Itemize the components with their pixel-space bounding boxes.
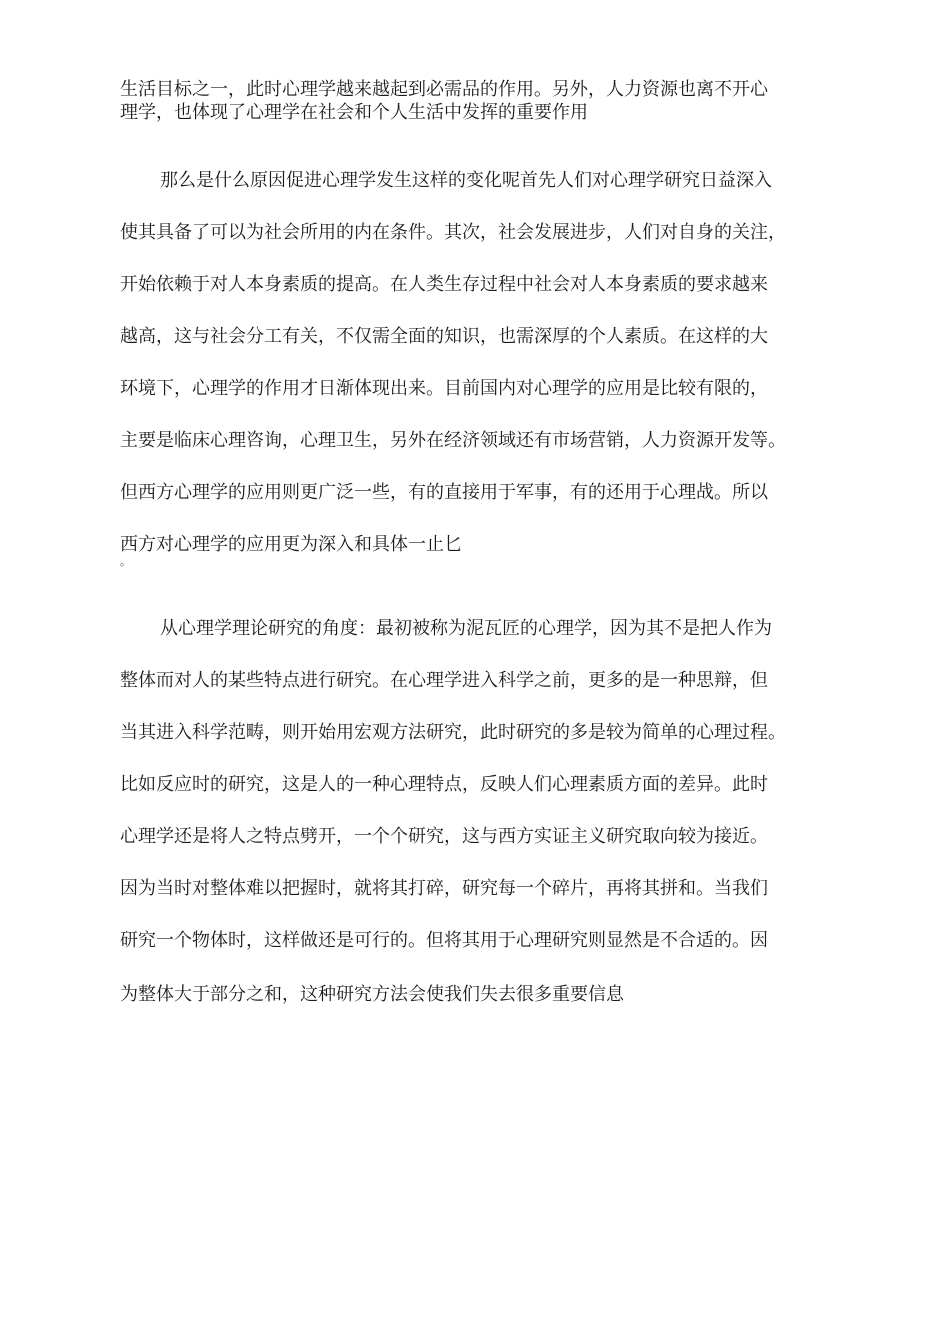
text-line: 理学，也体现了心理学在社会和个人生活中发挥的重要作用 <box>120 102 588 123</box>
text-line: 。 <box>120 555 131 568</box>
text-line: 研究一个物体时，这样做还是可行的。但将其用于心理研究则显然是不合适的。因 <box>120 930 768 951</box>
text-line: 那么是什么原因促进心理学发生这样的变化呢首先人们对心理学研究日益深入 <box>160 170 772 191</box>
text-line: 主要是临床心理咨询，心理卫生，另外在经济领域还有市场营销，人力资源开发等。 <box>120 430 786 451</box>
text-line: 为整体大于部分之和，这种研究方法会使我们失去很多重要信息 <box>120 984 624 1005</box>
text-line: 从心理学理论研究的角度：最初被称为泥瓦匠的心理学，因为其不是把人作为 <box>160 618 772 639</box>
text-line: 比如反应时的研究，这是人的一种心理特点，反映人们心理素质方面的差异。此时 <box>120 774 768 795</box>
text-line: 生活目标之一，此时心理学越来越起到必需品的作用。另外，人力资源也离不开心 <box>120 79 768 100</box>
text-line: 当其进入科学范畴，则开始用宏观方法研究，此时研究的多是较为简单的心理过程。 <box>120 722 786 743</box>
text-line: 西方对心理学的应用更为深入和具体一止匕 <box>120 534 462 555</box>
text-line: 心理学还是将人之特点劈开，一个个研究，这与西方实证主义研究取向较为接近。 <box>120 826 768 847</box>
text-line: 环境下，心理学的作用才日渐体现出来。目前国内对心理学的应用是比较有限的， <box>120 378 768 399</box>
text-line: 但西方心理学的应用则更广泛一些，有的直接用于军事，有的还用于心理战。所以 <box>120 482 768 503</box>
text-line: 越高，这与社会分工有关，不仅需全面的知识，也需深厚的个人素质。在这样的大 <box>120 326 768 347</box>
text-line: 使其具备了可以为社会所用的内在条件。其次，社会发展进步，人们对自身的关注， <box>120 222 786 243</box>
text-line: 整体而对人的某些特点进行研究。在心理学进入科学之前，更多的是一种思辩，但 <box>120 670 768 691</box>
text-line: 因为当时对整体难以把握时，就将其打碎，研究每一个碎片，再将其拼和。当我们 <box>120 878 768 899</box>
text-line: 开始依赖于对人本身素质的提高。在人类生存过程中社会对人本身素质的要求越来 <box>120 274 768 295</box>
